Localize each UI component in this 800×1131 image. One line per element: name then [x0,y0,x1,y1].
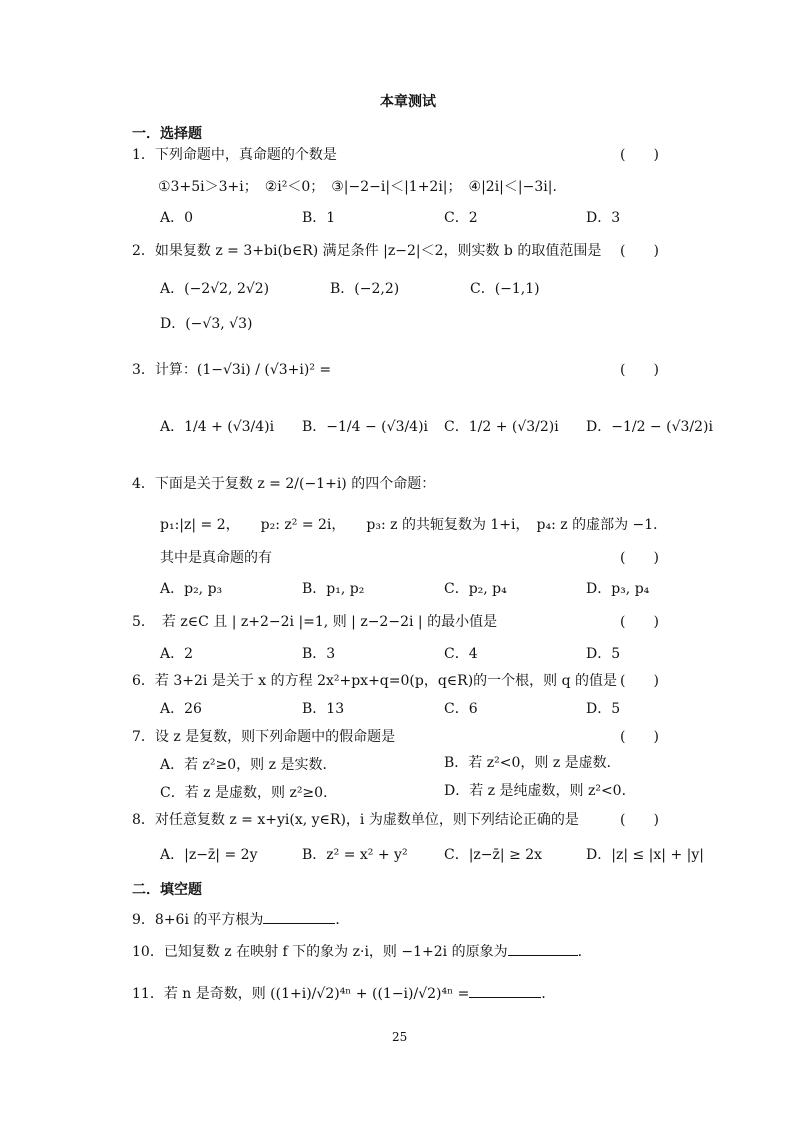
q2-option-a: A．(−2√2, 2√2) [160,281,270,297]
page-title: 本章测试 [380,94,436,110]
q9-end: ． [335,912,350,928]
q4-note: 其中是真命题的有 [160,550,272,566]
q4-option-a: A．p₂, p₃ [160,581,223,597]
q8-option-d: D．|z| ≤ |x| + |y| [586,847,704,863]
q5-answer-paren: ( ) [620,614,659,630]
q3-option-d: D．−1/2 − (√3/2)i [586,419,713,435]
q10-answer-blank[interactable] [508,955,578,956]
q10-line [132,943,592,961]
q5-option-d: D．5 [586,646,621,662]
q10-end: ． [577,944,592,960]
q8-answer-paren: ( ) [620,812,659,828]
q6-option-c: C．6 [444,701,478,717]
q3-option-c: C．1/2 + (√3/2)i [444,419,559,435]
q4-option-d: D．p₃, p₄ [586,581,650,597]
q8-option-a: A．|z−z̄| = 2y [160,847,258,863]
q3-stem: 3．计算：(1−√3i) / (√3+i)² = [132,362,332,378]
q1-propositions: ①3+5i＞3+i； ②i²＜0； ③|−2−i|＜|1+2i|； ④|2i|＜|−3i|． [158,179,567,195]
q4-stem: 4．下面是关于复数 z = 2/(−1+i) 的四个命题： [132,476,436,492]
q6-option-b: B．13 [302,701,345,717]
q2-option-c: C．(−1,1) [470,281,540,297]
q11-stem: 11．若 n 是奇数，则 ((1+i)/√2)⁴ⁿ + ((1−i)/√2)⁴ⁿ = [132,986,470,1002]
q5-option-b: B．3 [302,646,336,662]
q4-option-c: C．p₂, p₄ [444,581,507,597]
q7-option-c: C．若 z 是虚数，则 z²≥0． [160,785,338,801]
q2-option-b: B．(−2,2) [330,281,400,297]
q11-end: ． [541,986,556,1002]
q8-option-b: B．z² = x² + y² [302,847,408,863]
q1-answer-paren: ( ) [620,147,659,163]
q3-answer-paren: ( ) [620,362,659,378]
q1-option-b: B．1 [302,210,336,226]
q4-answer-paren: ( ) [620,550,659,566]
q8-stem: 8．对任意复数 z = x+yi(x, y∈R)，i 为虚数单位，则下列结论正确的是 [132,812,579,828]
q1-option-c: C．2 [444,210,478,226]
q4-propositions: p₁:|z| = 2， p₂: z² = 2i， p₃: z 的共轭复数为 1+i， p₄: z 的虚部为 −1． [160,517,668,533]
q7-option-a: A．若 z²≥0，则 z 是实数． [160,757,337,773]
q6-option-a: A．26 [160,701,202,717]
q9-answer-blank[interactable] [263,923,335,924]
q3-option-b: B．−1/4 − (√3/4)i [302,419,429,435]
q5-stem: 5． 若 z∈C 且 | z+2−2i |=1, 则 | z−2−2i | 的最小值是 [132,614,498,630]
q2-option-d: D．(−√3, √3) [160,316,253,332]
q5-option-c: C．4 [444,646,478,662]
q11-line [132,985,555,1003]
q1-option-d: D．3 [586,210,621,226]
q11-answer-blank[interactable] [469,997,541,998]
q1-option-a: A．0 [160,210,194,226]
q7-answer-paren: ( ) [620,729,659,745]
q4-option-b: B．p₁, p₂ [302,581,365,597]
q6-option-d: D．5 [586,701,621,717]
q7-option-b: B．若 z²<0，则 z 是虚数． [444,755,621,771]
q7-option-d: D．若 z 是纯虚数，则 z²<0． [444,783,636,799]
q9-stem: 9．8+6i 的平方根为 [132,912,264,928]
q8-option-c: C．|z−z̄| ≥ 2x [444,847,543,863]
q1-stem: 1．下列命题中，真命题的个数是 [132,147,337,163]
q6-answer-paren: ( ) [620,673,659,689]
q2-answer-paren: ( ) [620,243,659,259]
section-fill-heading: 二．填空题 [132,882,202,898]
q5-option-a: A．2 [160,646,194,662]
q3-option-a: A．1/4 + (√3/4)i [160,419,275,435]
q2-stem: 2．如果复数 z = 3+bi(b∈R) 满足条件 |z−2|＜2，则实数 b 的取值范围是 [132,243,602,259]
page-number: 25 [392,1030,408,1044]
q9-line [132,911,349,929]
q7-stem: 7．设 z 是复数，则下列命题中的假命题是 [132,729,396,745]
section-choice-heading: 一．选择题 [132,126,202,142]
q10-stem: 10．已知复数 z 在映射 f 下的象为 z·i，则 −1+2i 的原象为 [132,944,508,960]
q6-stem: 6．若 3+2i 是关于 x 的方程 2x²+px+q=0(p，q∈R)的一个根，则 q 的值是 [132,673,618,689]
